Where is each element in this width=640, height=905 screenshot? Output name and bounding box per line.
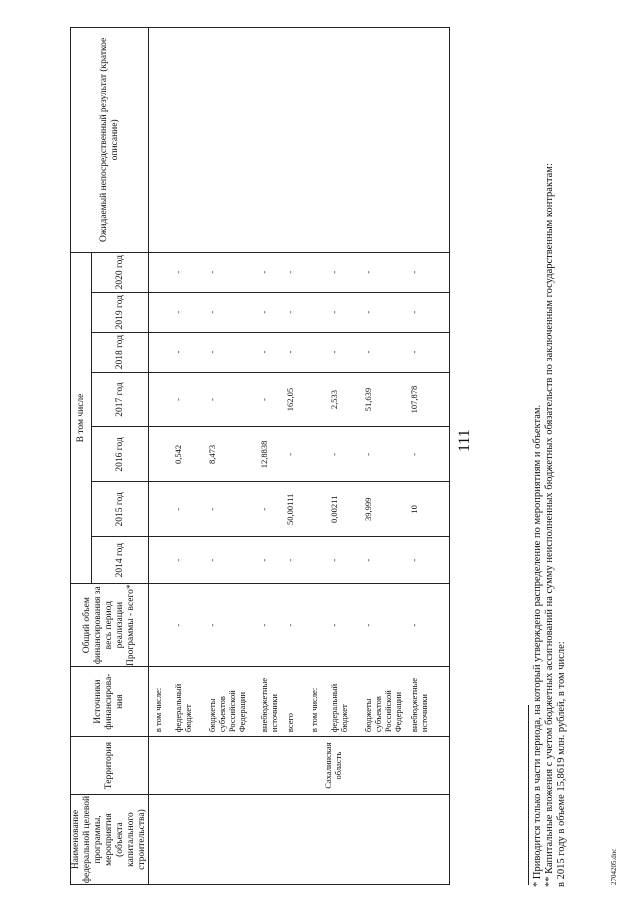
page-number: 111 [456, 429, 473, 452]
source-label: всего [285, 712, 295, 733]
header-year-2015: 2015 год [92, 482, 149, 537]
table-value: - [207, 310, 217, 314]
year-2018-cell [149, 332, 450, 372]
table-value: - [173, 310, 183, 314]
table-value: - [259, 350, 269, 354]
table-value: - [363, 558, 373, 562]
source-label: федеральный бюджет [329, 683, 349, 733]
source-label: бюджеты субъектов Российской Федерации [363, 690, 403, 733]
table-value: - [329, 310, 339, 314]
table-value: - [173, 507, 183, 511]
year-2017-cell [149, 372, 450, 427]
table-value: - [409, 558, 419, 562]
result-cell [149, 28, 450, 253]
table-value: - [329, 270, 339, 274]
source-label: в том числе: [153, 687, 163, 733]
rotated-table-page [70, 25, 630, 885]
table-value: - [409, 623, 419, 627]
table-value: - [173, 398, 183, 401]
footnote-2: ** Капитальные вложения с учетом бюджетных ассигнований на сумму неисполненных бюджетных обязательств по заключенным государственным контрактам: [544, 163, 555, 887]
source-label: внебюджетные источники [409, 677, 429, 733]
table-value: - [173, 558, 183, 562]
footnote-rule [528, 705, 529, 885]
table-value: 2,533 [329, 389, 339, 410]
header-name: Наименование федеральной целевой программы, мероприятия (объекта капитального строительства) [71, 795, 147, 884]
table-value: - [173, 350, 183, 354]
header-year-2018: 2018 год [92, 332, 149, 372]
table-value: - [259, 310, 269, 314]
year-2014-cell [149, 537, 450, 584]
table-value: 0,00211 [329, 495, 339, 523]
source-label: бюджеты субъектов Российской Федерации [207, 690, 247, 733]
table-value: - [329, 453, 339, 456]
total-cell [149, 584, 450, 667]
table-value: 0,542 [173, 444, 183, 464]
header-territory: Территория [71, 737, 149, 795]
table-value: - [409, 310, 419, 314]
table-value: - [363, 453, 373, 456]
table-value: 162,05 [285, 387, 295, 412]
table-value: 51,639 [363, 387, 373, 412]
table-value: - [329, 558, 339, 562]
table-value: 12,8838 [259, 440, 269, 469]
table-value: - [207, 350, 217, 354]
table-value: - [207, 270, 217, 274]
table-value: - [259, 558, 269, 562]
table-value: - [259, 270, 269, 274]
table-value: - [259, 507, 269, 511]
source-label: федеральный бюджет [173, 683, 193, 733]
table-value: - [207, 507, 217, 511]
footnotes [532, 27, 568, 887]
table-value: - [363, 310, 373, 314]
table-value: - [207, 558, 217, 562]
source-label: в том числе: [309, 687, 319, 733]
table-value: - [207, 398, 217, 401]
table-value: - [409, 453, 419, 456]
year-2020-cell [149, 252, 450, 292]
year-2015-cell [149, 482, 450, 537]
footnote-1: * Приводится только в части периода, на который утверждено распределение по мероприятиям и объектам. [532, 404, 543, 887]
table-value: - [285, 453, 295, 456]
header-year-2016: 2016 год [92, 427, 149, 482]
header-year-2017: 2017 год [92, 372, 149, 427]
territory-label: Сахалинская область [323, 742, 343, 789]
table-value: - [329, 350, 339, 354]
header-year-2014: 2014 год [92, 537, 149, 584]
name-cell [149, 795, 450, 885]
table-value: - [363, 350, 373, 354]
table-value: - [329, 623, 339, 627]
table-value: - [409, 270, 419, 274]
header-including: В том числе [71, 252, 92, 583]
financing-table [70, 27, 450, 885]
table-value: - [285, 623, 295, 627]
year-2019-cell [149, 292, 450, 332]
table-value: - [285, 350, 295, 354]
table-value: 8,473 [207, 444, 217, 464]
table-value: 10 [409, 505, 419, 514]
table-value: - [285, 310, 295, 314]
footnote-3: в 2015 году в объеме 15,8619 млн. рублей, в том числе: [556, 641, 567, 887]
table-value: 107,878 [409, 385, 419, 414]
header-result: Ожидаемый непосредственный результат (краткое описание) [71, 28, 149, 253]
table-value: 39,999 [363, 497, 373, 522]
table-value: 50,00111 [285, 493, 295, 525]
year-2016-cell [149, 427, 450, 482]
sources-cell [149, 667, 450, 737]
header-year-2019: 2019 год [92, 292, 149, 332]
table-value: - [173, 270, 183, 274]
table-value: - [259, 623, 269, 627]
table-value: - [207, 623, 217, 627]
table-value: - [363, 270, 373, 274]
header-year-2020: 2020 год [92, 252, 149, 292]
table-value: - [173, 623, 183, 627]
table-value: - [285, 270, 295, 274]
table-value: - [259, 398, 269, 401]
table-value: - [285, 558, 295, 562]
source-label: внебюджетные источники [259, 677, 279, 733]
header-sources: Источники финансирова-ния [71, 667, 149, 737]
document-id: 2704205.doc [610, 848, 618, 885]
table-value: - [409, 350, 419, 354]
territory-cell [149, 737, 450, 795]
header-total: Общий объем финансирования за весь период реализации Программы - всего* [71, 584, 149, 667]
table-value: - [363, 623, 373, 627]
